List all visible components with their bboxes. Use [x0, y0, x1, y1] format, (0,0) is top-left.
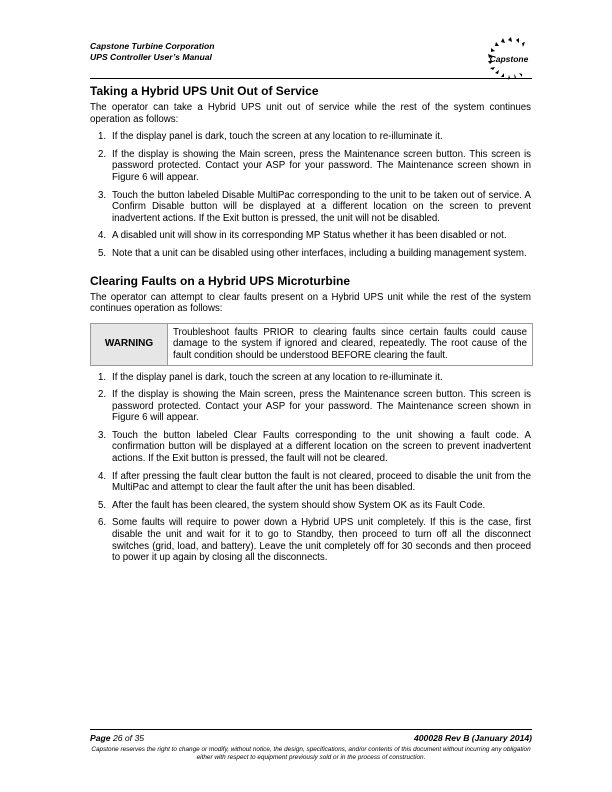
- section-title-clearing-faults: Clearing Faults on a Hybrid UPS Microturbine: [90, 273, 351, 288]
- company-name: Capstone Turbine Corporation: [90, 41, 215, 51]
- step-text: Some faults will require to power down a Hybrid UPS unit completely. If this is the case, first disable the unit and wait for it to go to Standby, then proceed to turn off all the disconnect switches (grid, load, and battery). Leave the unit completely off for 30 seconds and then proceed to power it up again by closing all the disconnects.: [112, 517, 531, 564]
- capstone-logo: [486, 36, 534, 80]
- warning-box: [90, 323, 533, 366]
- list-item: [90, 149, 531, 184]
- header-text: [90, 41, 214, 62]
- page-label: Page: [90, 733, 113, 743]
- step-text: If after pressing the fault clear button the fault is not cleared, proceed to disable the unit from the MultiPac and attempt to clear the fault after the unit has been disabled.: [112, 470, 531, 494]
- step-number: 3.: [98, 189, 107, 201]
- list-item: [90, 471, 531, 494]
- step-number: 5.: [98, 247, 107, 259]
- list-item: [90, 517, 531, 563]
- footer-rule: [90, 729, 532, 730]
- step-number: 1.: [98, 371, 107, 383]
- step-number: 4.: [98, 470, 107, 482]
- step-text: After the fault has been cleared, the system should show System OK as its Fault Code.: [112, 499, 486, 511]
- list-item: [90, 372, 531, 384]
- step-number: 4.: [98, 230, 107, 242]
- step-number: 3.: [98, 429, 107, 441]
- steps-list: [90, 131, 531, 259]
- step-number: 5.: [98, 499, 107, 511]
- step-text: If the display is showing the Main screen, press the Maintenance screen button. This screen is password protected. Contact your ASP for your password. The Maintenance screen shown in Figure 6 will appear.: [112, 148, 531, 183]
- document-revision: 400028 Rev B (January 2014): [413, 733, 532, 743]
- list-item: [90, 389, 531, 424]
- capstone-logo-icon: [486, 36, 534, 80]
- step-text: Touch the button labeled Clear Faults corresponding to the unit showing a fault code. A confirmation button will be displayed at a different location on the screen to prevent inadvertent actions. If the Exit button is pressed, the fault will not be cleared.: [112, 429, 531, 465]
- page-number: [90, 733, 144, 743]
- steps-list: [90, 372, 531, 564]
- header-rule: [90, 78, 532, 79]
- list-item: [90, 190, 531, 225]
- section-intro: The operator can take a Hybrid UPS unit out of service while the rest of the system continues operation as follows:: [90, 102, 531, 125]
- step-number: 2.: [98, 148, 107, 160]
- page-of: 26 of 35: [112, 733, 144, 743]
- logo-text: Capstone: [489, 54, 529, 64]
- section-intro: The operator can attempt to clear faults present on a Hybrid UPS unit while the rest of the system continues operation as follows:: [90, 291, 531, 315]
- footer-disclaimer: Capstone reserves the right to change or modify, without notice, the design, specifications, and/or contents of this document without incurring any obligation either with respect to equipment previously sold or in the process of construction.: [91, 746, 531, 762]
- step-text: If the display panel is dark, touch the screen at any location to re-illuminate it.: [112, 371, 443, 383]
- list-item: [90, 500, 531, 512]
- step-number: 6.: [98, 517, 107, 529]
- list-item: [90, 131, 531, 143]
- warning-text: Troubleshoot faults PRIOR to clearing faults since certain faults could cause damage to the system if ignored and cleared, repeatedly. The root cause of the fault condition should be understood BEFORE clearing the fault.: [173, 326, 527, 361]
- list-item: [90, 248, 531, 260]
- step-text: If the display panel is dark, touch the screen at any location to re-illuminate it.: [112, 131, 443, 143]
- step-text: If the display is showing the Main screen, press the Maintenance screen button. This screen is password protected. Contact your ASP for your password. The Maintenance screen shown in Figure 6 will appear.: [112, 389, 531, 424]
- section-title-out-of-service: Taking a Hybrid UPS Unit Out of Service: [90, 84, 319, 98]
- page-header: [90, 40, 532, 80]
- step-number: 2.: [98, 389, 107, 401]
- step-text: Touch the button labeled Disable MultiPac corresponding to the unit to be taken out of service. A Confirm Disable button will be displayed at a different location on the screen to prevent inadvertent actions. If the Exit button is pressed, the unit will not be disabled.: [112, 189, 531, 224]
- manual-title: UPS Controller User’s Manual: [90, 51, 212, 62]
- list-item: [90, 430, 531, 465]
- step-number: 1.: [98, 131, 107, 143]
- warning-label: WARNING: [91, 324, 168, 365]
- step-text: Note that a unit can be disabled using other interfaces, including a building management system.: [112, 247, 527, 259]
- list-item: [90, 230, 531, 242]
- step-text: A disabled unit will show in its corresponding MP Status whether it has been disabled or not.: [112, 230, 507, 242]
- document-body: [90, 84, 531, 564]
